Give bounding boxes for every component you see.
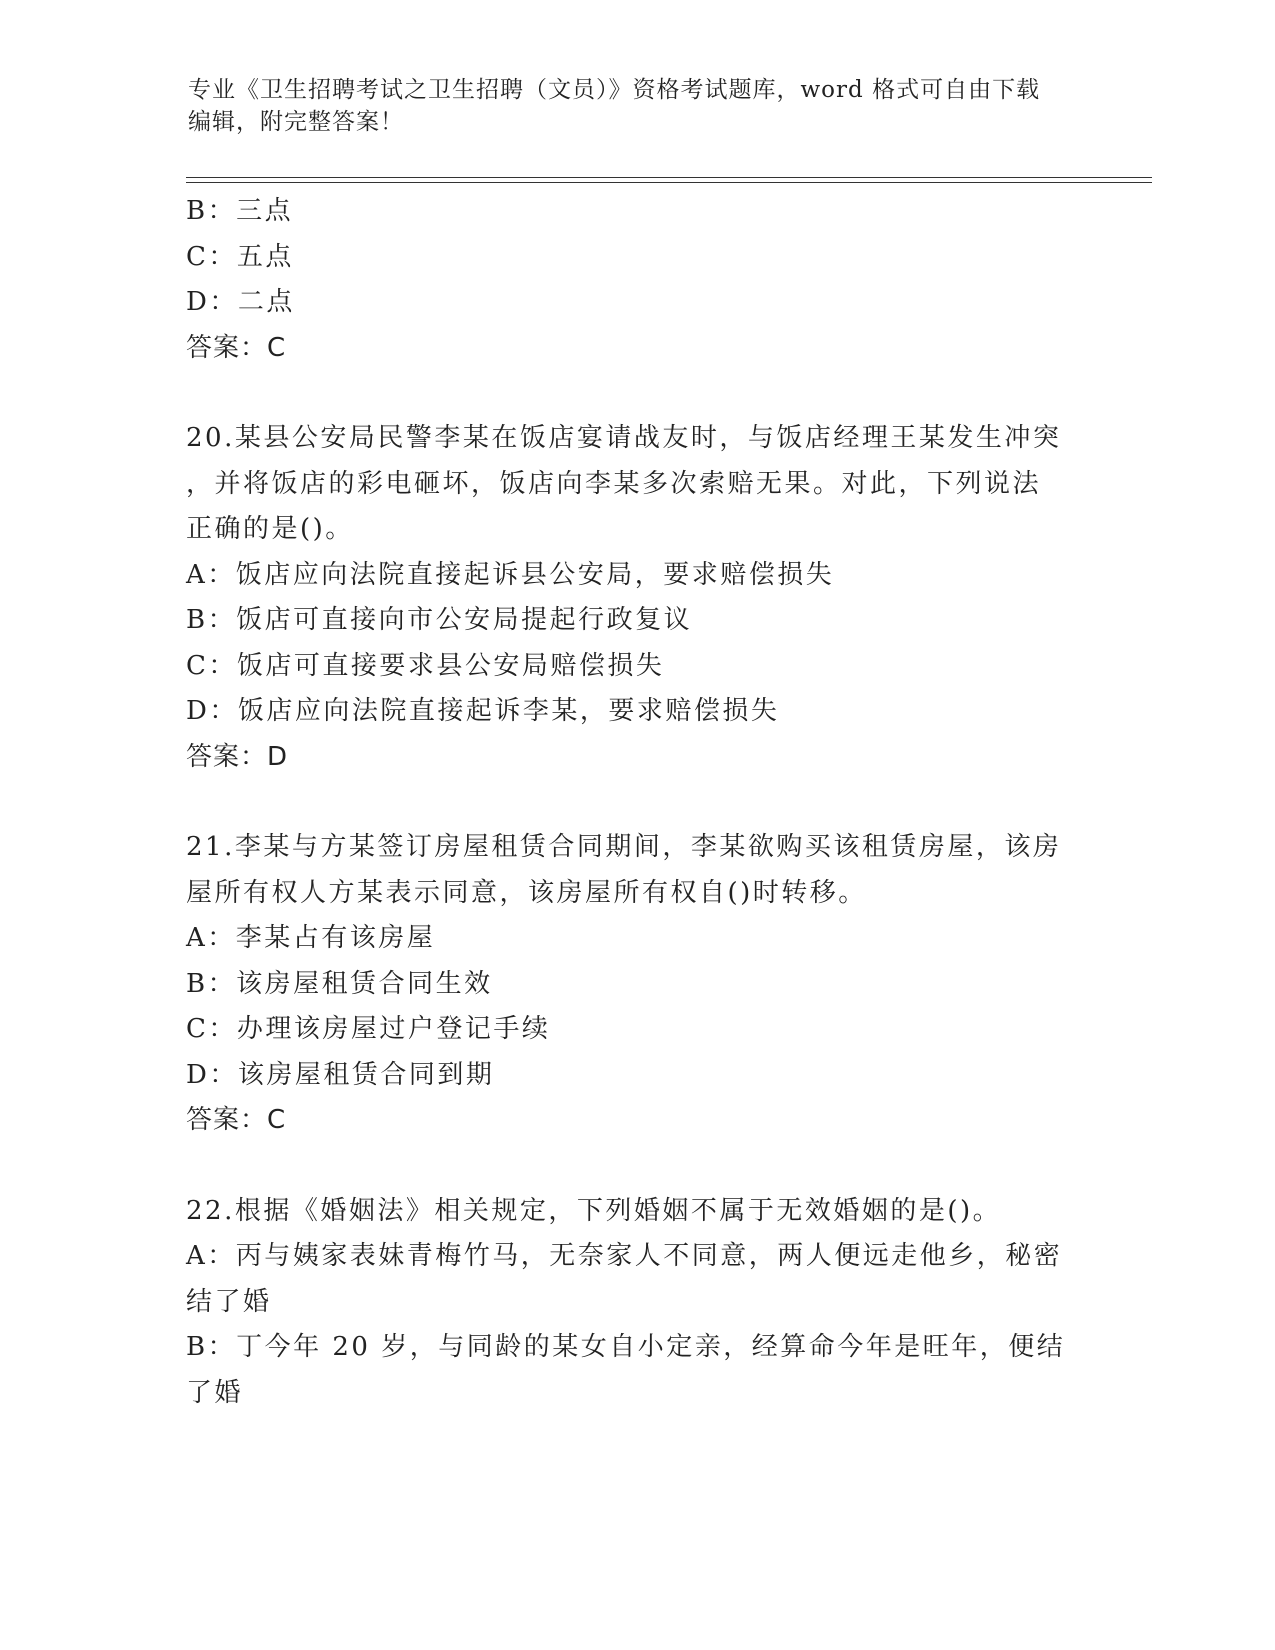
question-stem-line: 正确的是()。 bbox=[186, 514, 354, 544]
question-19-tail bbox=[186, 189, 1086, 371]
header-line-1: 专业《卫生招聘考试之卫生招聘（文员）》资格考试题库，word 格式可自由下载 bbox=[188, 77, 1041, 103]
header-line-2: 编辑，附完整答案！ bbox=[188, 109, 404, 135]
question-content bbox=[186, 189, 1086, 1416]
answer-line: 答案：C bbox=[186, 1105, 287, 1135]
spacer bbox=[186, 780, 1086, 825]
question-stem-line: 22.根据《婚姻法》相关规定，下列婚姻不属于无效婚姻的是()。 bbox=[186, 1195, 1002, 1226]
header-divider-bottom bbox=[186, 182, 1152, 183]
option-c: C：五点 bbox=[186, 241, 294, 272]
option-a: A：丙与姨家表妹青梅竹马，无奈家人不同意，两人便远走他乡，秘密 bbox=[186, 1241, 1063, 1271]
option-c: C：办理该房屋过户登记手续 bbox=[186, 1014, 551, 1044]
answer-line: 答案：C bbox=[186, 332, 287, 363]
question-21 bbox=[186, 825, 1086, 1144]
question-stem-line: 屋所有权人方某表示同意，该房屋所有权自()时转移。 bbox=[186, 877, 867, 908]
question-20 bbox=[186, 416, 1086, 780]
question-22 bbox=[186, 1189, 1086, 1417]
option-b: B：三点 bbox=[186, 196, 294, 226]
option-b: B：该房屋租赁合同生效 bbox=[186, 968, 493, 999]
spacer bbox=[186, 371, 1086, 416]
option-a: A：李某占有该房屋 bbox=[186, 923, 436, 953]
option-c: C：饭店可直接要求县公安局赔偿损失 bbox=[186, 650, 665, 681]
option-a: A：饭店应向法院直接起诉县公安局，要求赔偿损失 bbox=[186, 559, 835, 590]
option-d: D：该房屋租赁合同到期 bbox=[186, 1059, 495, 1090]
option-d: D：饭店应向法院直接起诉李某，要求赔偿损失 bbox=[186, 696, 780, 726]
spacer bbox=[186, 1144, 1086, 1189]
question-stem-line: 20.某县公安局民警李某在饭店宴请战友时，与饭店经理王某发生冲突 bbox=[186, 423, 1062, 453]
header-divider-top bbox=[186, 177, 1152, 178]
document-header bbox=[188, 74, 1088, 138]
option-b-continued: 了婚 bbox=[186, 1377, 244, 1408]
option-b: B：饭店可直接向市公安局提起行政复议 bbox=[186, 605, 693, 635]
answer-line: 答案：D bbox=[186, 741, 289, 772]
question-stem-line: ，并将饭店的彩电砸坏，饭店向李某多次索赔无果。对此，下列说法 bbox=[186, 468, 1042, 499]
question-stem-line: 21.李某与方某签订房屋租赁合同期间，李某欲购买该租赁房屋，该房 bbox=[186, 832, 1062, 862]
option-d: D：二点 bbox=[186, 287, 295, 317]
option-a-continued: 结了婚 bbox=[186, 1286, 272, 1317]
option-b: B：丁今年 20 岁，与同龄的某女自小定亲，经算命今年是旺年，便结 bbox=[186, 1332, 1066, 1362]
